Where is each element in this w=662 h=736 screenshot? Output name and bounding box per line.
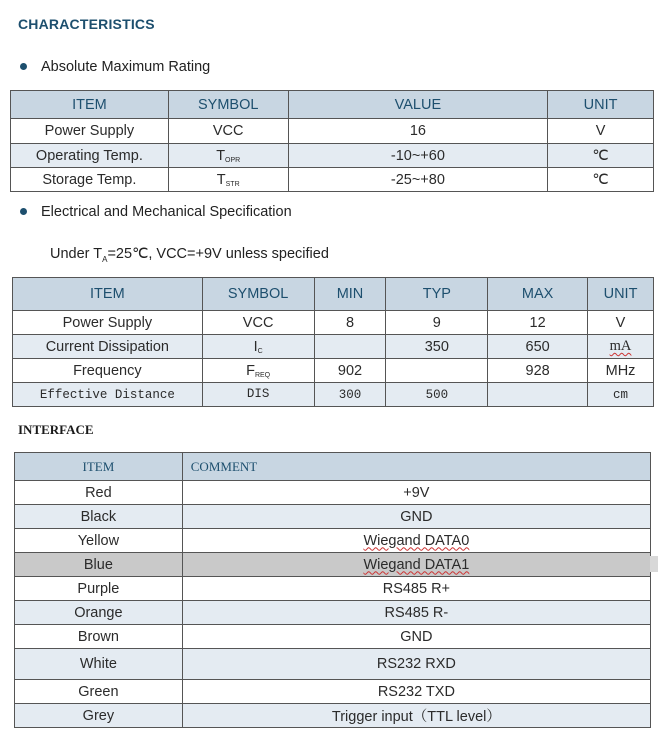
table-row bbox=[15, 625, 651, 649]
table-row bbox=[15, 529, 651, 553]
table-header-row bbox=[11, 91, 654, 119]
col-header: COMMENT bbox=[182, 453, 650, 481]
cell-max bbox=[488, 383, 588, 407]
cell-wire-color: Green bbox=[15, 680, 183, 704]
col-header: VALUE bbox=[288, 91, 548, 119]
cell-item: Storage Temp. bbox=[11, 168, 169, 192]
cell-unit: ℃ bbox=[548, 144, 654, 168]
table-row bbox=[15, 601, 651, 625]
col-header: SYMBOL bbox=[168, 91, 288, 119]
table-row bbox=[15, 680, 651, 704]
col-header: ITEM bbox=[11, 91, 169, 119]
table-row bbox=[15, 704, 651, 728]
cell-wire-color: Brown bbox=[15, 625, 183, 649]
absolute-max-table bbox=[10, 90, 654, 192]
cell-max: 650 bbox=[488, 335, 588, 359]
table-row bbox=[13, 335, 654, 359]
cell-item: Frequency bbox=[13, 359, 203, 383]
table-header-row bbox=[13, 278, 654, 311]
col-header: UNIT bbox=[548, 91, 654, 119]
cell-comment: GND bbox=[182, 625, 650, 649]
cell-item: Current Dissipation bbox=[13, 335, 203, 359]
col-header: SYMBOL bbox=[202, 278, 314, 311]
section-heading-text: Electrical and Mechanical Specification bbox=[41, 204, 292, 220]
cell-symbol: $T_{OPR}$ bbox=[168, 144, 288, 168]
table-row bbox=[13, 359, 654, 383]
table-row bbox=[15, 649, 651, 680]
cell-symbol: VCC bbox=[168, 119, 288, 144]
cell-unit: ℃ bbox=[548, 168, 654, 192]
cell-wire-color: Orange bbox=[15, 601, 183, 625]
cell-unit: MHz bbox=[588, 359, 654, 383]
cell-wire-color: Purple bbox=[15, 577, 183, 601]
cell-item: Operating Temp. bbox=[11, 144, 169, 168]
cell-comment: RS485 R+ bbox=[182, 577, 650, 601]
cell-comment: RS485 R- bbox=[182, 601, 650, 625]
cell-typ: 9 bbox=[386, 311, 488, 335]
section-heading-text: Absolute Maximum Rating bbox=[41, 59, 211, 75]
table-header-row bbox=[15, 453, 651, 481]
cell-comment: Wiegand DATA1 bbox=[182, 553, 650, 577]
cell-unit: cm bbox=[588, 383, 654, 407]
cell-comment: Trigger input（TTL level） bbox=[182, 704, 650, 728]
cell-wire-color: Black bbox=[15, 505, 183, 529]
cell-typ: 500 bbox=[386, 383, 488, 407]
cell-max: 928 bbox=[488, 359, 588, 383]
col-header: UNIT bbox=[588, 278, 654, 311]
cell-comment: GND bbox=[182, 505, 650, 529]
cell-unit: mA bbox=[588, 335, 654, 359]
cell-value: -10~+60 bbox=[288, 144, 548, 168]
cell-symbol: $T_{STR}$ bbox=[168, 168, 288, 192]
cell-min: 8 bbox=[314, 311, 386, 335]
cell-min: 902 bbox=[314, 359, 386, 383]
cell-symbol: VCC bbox=[202, 311, 314, 335]
cell-comment: RS232 RXD bbox=[182, 649, 650, 680]
cell-typ bbox=[386, 359, 488, 383]
col-header: ITEM bbox=[13, 278, 203, 311]
cell-min bbox=[314, 335, 386, 359]
section-heading-electrical bbox=[20, 204, 292, 220]
cell-item: Power Supply bbox=[11, 119, 169, 144]
cell-comment: Wiegand DATA0 bbox=[182, 529, 650, 553]
cell-unit: V bbox=[588, 311, 654, 335]
cell-value: 16 bbox=[288, 119, 548, 144]
cell-max: 12 bbox=[488, 311, 588, 335]
cell-min: 300 bbox=[314, 383, 386, 407]
cell-wire-color: Blue bbox=[15, 553, 183, 577]
table-row bbox=[15, 553, 651, 577]
cell-wire-color: Red bbox=[15, 481, 183, 505]
cell-item: Effective Distance bbox=[13, 383, 203, 407]
col-header: MIN bbox=[314, 278, 386, 311]
table-row bbox=[13, 311, 654, 335]
scrollbar-fragment[interactable] bbox=[650, 556, 658, 572]
table-row bbox=[15, 577, 651, 601]
electrical-spec-table bbox=[12, 277, 654, 407]
cell-symbol: DIS bbox=[202, 383, 314, 407]
cell-typ: 350 bbox=[386, 335, 488, 359]
col-header: ITEM bbox=[15, 453, 183, 481]
section-heading-absolute-max bbox=[20, 59, 210, 75]
cell-wire-color: White bbox=[15, 649, 183, 680]
bullet-icon bbox=[20, 63, 27, 70]
cell-symbol: $I_C$ bbox=[202, 335, 314, 359]
cell-symbol: $F_{REQ}$ bbox=[202, 359, 314, 383]
cell-item: Power Supply bbox=[13, 311, 203, 335]
table-row bbox=[15, 505, 651, 529]
cell-comment: RS232 TXD bbox=[182, 680, 650, 704]
table-row bbox=[11, 119, 654, 144]
cell-comment: +9V bbox=[182, 481, 650, 505]
cell-wire-color: Grey bbox=[15, 704, 183, 728]
table-row bbox=[11, 144, 654, 168]
table-row bbox=[13, 383, 654, 407]
col-header: TYP bbox=[386, 278, 488, 311]
page-title: CHARACTERISTICS bbox=[18, 16, 155, 32]
cell-wire-color: Yellow bbox=[15, 529, 183, 553]
conditions-note: Under $T_A=25℃$, VCC=+9V unless specified bbox=[50, 246, 329, 264]
table-row bbox=[15, 481, 651, 505]
bullet-icon bbox=[20, 208, 27, 215]
cell-unit: V bbox=[548, 119, 654, 144]
cell-value: -25~+80 bbox=[288, 168, 548, 192]
table-row bbox=[11, 168, 654, 192]
interface-title: INTERFACE bbox=[18, 422, 94, 437]
col-header: MAX bbox=[488, 278, 588, 311]
interface-table bbox=[14, 452, 651, 728]
